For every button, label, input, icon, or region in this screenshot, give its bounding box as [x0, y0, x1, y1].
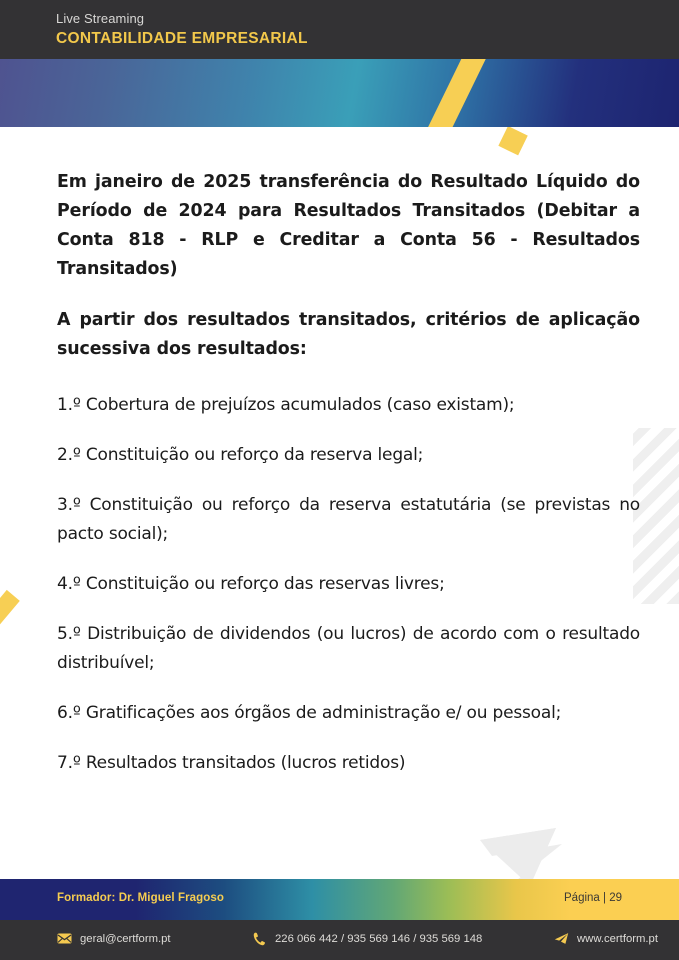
contact-email[interactable]: [57, 931, 171, 946]
paper-plane-icon: [554, 931, 569, 946]
brand-bar: [0, 59, 679, 127]
live-streaming-label: Live Streaming: [56, 11, 145, 26]
trainer-name: Formador: Dr. Miguel Fragoso: [57, 892, 225, 904]
course-title: CONTABILIDADE EMPRESARIAL: [56, 30, 308, 47]
list-item: 5.º Distribuição de dividendos (ou lucros) de acordo com o resultado distribuível;: [57, 624, 640, 673]
contact-website-text: www.certform.pt: [577, 932, 658, 945]
envelope-icon: [57, 931, 72, 946]
contact-phone[interactable]: [252, 931, 482, 946]
list-item: 3.º Constituição ou reforço da reserva estatutária (se previstas no pacto social);: [57, 495, 640, 544]
list-item: 1.º Cobertura de prejuízos acumulados (caso existam);: [57, 395, 515, 415]
footer-bar: [0, 879, 679, 920]
phone-icon: [252, 931, 267, 946]
contact-bar: [0, 920, 679, 960]
contact-phone-text: 226 066 442 / 935 569 146 / 935 569 148: [275, 932, 483, 945]
list-item: 2.º Constituição ou reforço da reserva legal;: [57, 445, 424, 465]
list-item: 7.º Resultados transitados (lucros retidos): [57, 753, 406, 773]
slide-content: [57, 168, 640, 778]
contact-email-text: geral@certform.pt: [80, 932, 171, 945]
yellow-diagonal-accent-icon: [415, 59, 492, 127]
yellow-diagonal-accent-lower-icon: [498, 126, 527, 155]
yellow-diagonal-accent-left-icon: [0, 590, 20, 636]
list-item: 4.º Constituição ou reforço das reservas livres;: [57, 574, 445, 594]
contact-website[interactable]: [554, 931, 658, 946]
list-item: 6.º Gratificações aos órgãos de administração e/ ou pessoal;: [57, 703, 562, 723]
intro-paragraph-2: A partir dos resultados transitados, critérios de aplicação sucessiva dos resultados:: [57, 310, 640, 359]
intro-paragraph-1: Em janeiro de 2025 transferência do Resultado Líquido do Período de 2024 para Resultados Transitados (Debitar a Conta 818 - RLP e Creditar a Conta 56 - Resultados Transitados): [57, 172, 640, 279]
top-header: [0, 0, 679, 59]
page-number: Página | 29: [564, 892, 622, 904]
